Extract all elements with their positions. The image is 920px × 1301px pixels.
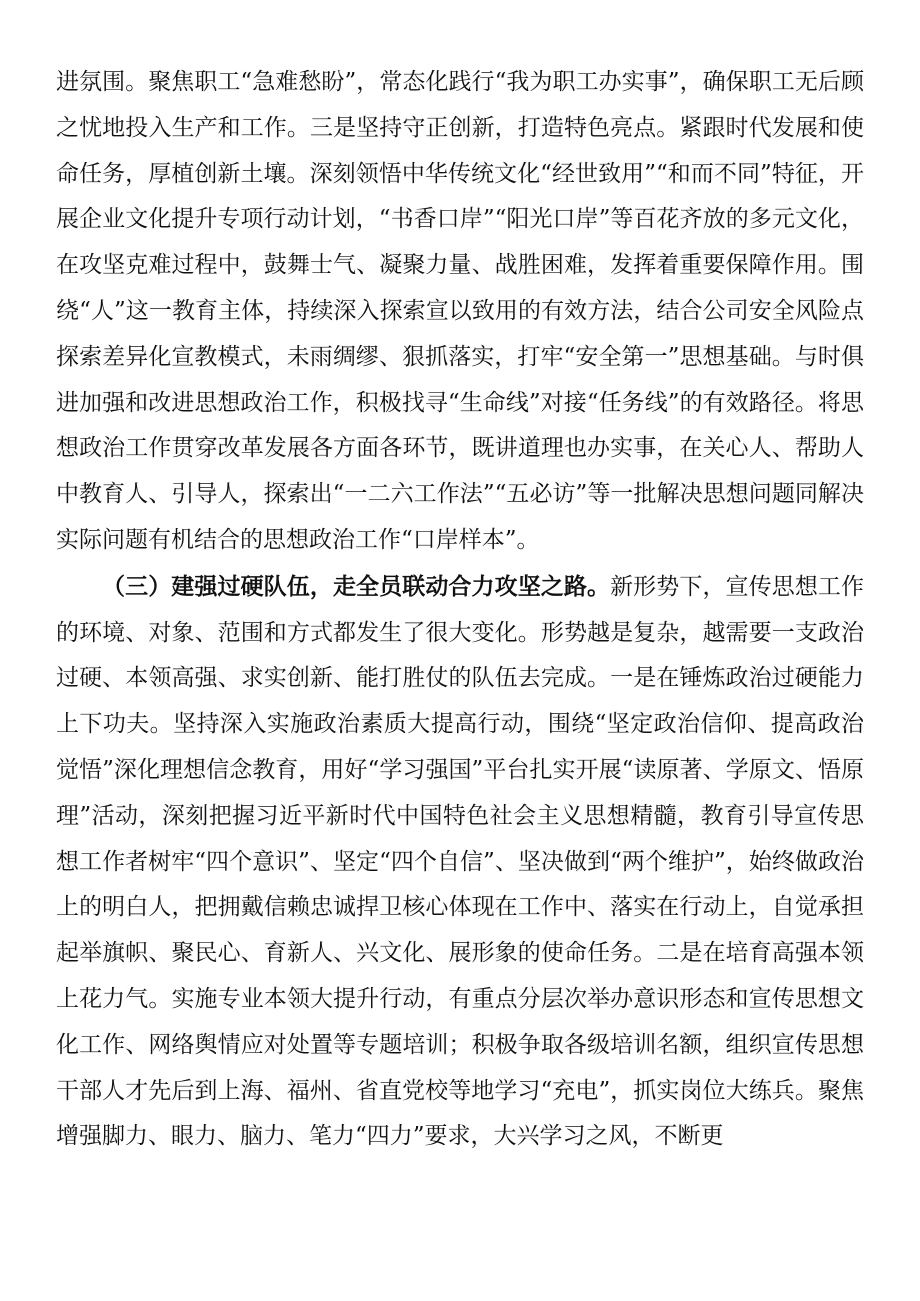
section-heading: （三）建强过硬队伍，走全员联动合力攻坚之路。 (102, 572, 611, 600)
body-paragraph-continued: 进氛围。聚焦职工“急难愁盼”，常态化践行“我为职工办实事”，确保职工无后顾之忧地投入生产和工作。三是坚持守正创新，打造特色亮点。紧跟时代发展和使命任务，厚植创新土壤。深刻领悟中华传统文化“经世致用”“和而不同”特征，开展企业文化提升专项行动计划，“书香口岸”“阳光口岸”等百花齐放的多元文化，在攻坚克难过程中，鼓舞士气、凝聚力量、战胜困难，发挥着重要保障作用。围绕“人”这一教育主体，持续深入探索宣以致用的有效方法，结合公司安全风险点探索差异化宣教模式，未雨绸缪、狠抓落实，打牢“安全第一”思想基础。与时俱进加强和改进思想政治工作，积极找寻“生命线”对接“任务线”的有效路径。将思想政治工作贯穿改革发展各方面各环节，既讲道理也办实事，在关心人、帮助人中教育人、引导人，探索出“一二六工作法”“五必访”等一批解决思想问题同解决实际问题有机结合的思想政治工作“口岸样本”。 (56, 69, 864, 553)
body-paragraph-section-three (56, 564, 864, 1160)
section-body-text: 新形势下，宣传思想工作的环境、对象、范围和方式都发生了很大变化。形势越是复杂，越需要一支政治过硬、本领高强、求实创新、能打胜仗的队伍去完成。一是在锤炼政治过硬能力上下功夫。坚持深入实施政治素质大提高行动，围绕“坚定政治信仰、提高政治觉悟”深化理想信念教育，用好“学习强国”平台扎实开展“读原著、学原文、悟原理”活动，深刻把握习近平新时代中国特色社会主义思想精髓，教育引导宣传思想工作者树牢“四个意识”、坚定“四个自信”、坚决做到“两个维护”，始终做政治上的明白人，把拥戴信赖忠诚捍卫核心体现在工作中、落实在行动上，自觉承担起举旗帜、聚民心、育新人、兴文化、展形象的使命任务。二是在培育高强本领上花力气。实施专业本领大提升行动，有重点分层次举办意识形态和宣传思想文化工作、网络舆情应对处置等专题培训；积极争取各级培训名额，组织宣传思想干部人才先后到上海、福州、省直党校等地学习“充电”，抓实岗位大练兵。聚焦增强脚力、眼力、脑力、笔力“四力”要求，大兴学习之风，不断更 (56, 573, 864, 1150)
document-page (56, 60, 864, 1160)
